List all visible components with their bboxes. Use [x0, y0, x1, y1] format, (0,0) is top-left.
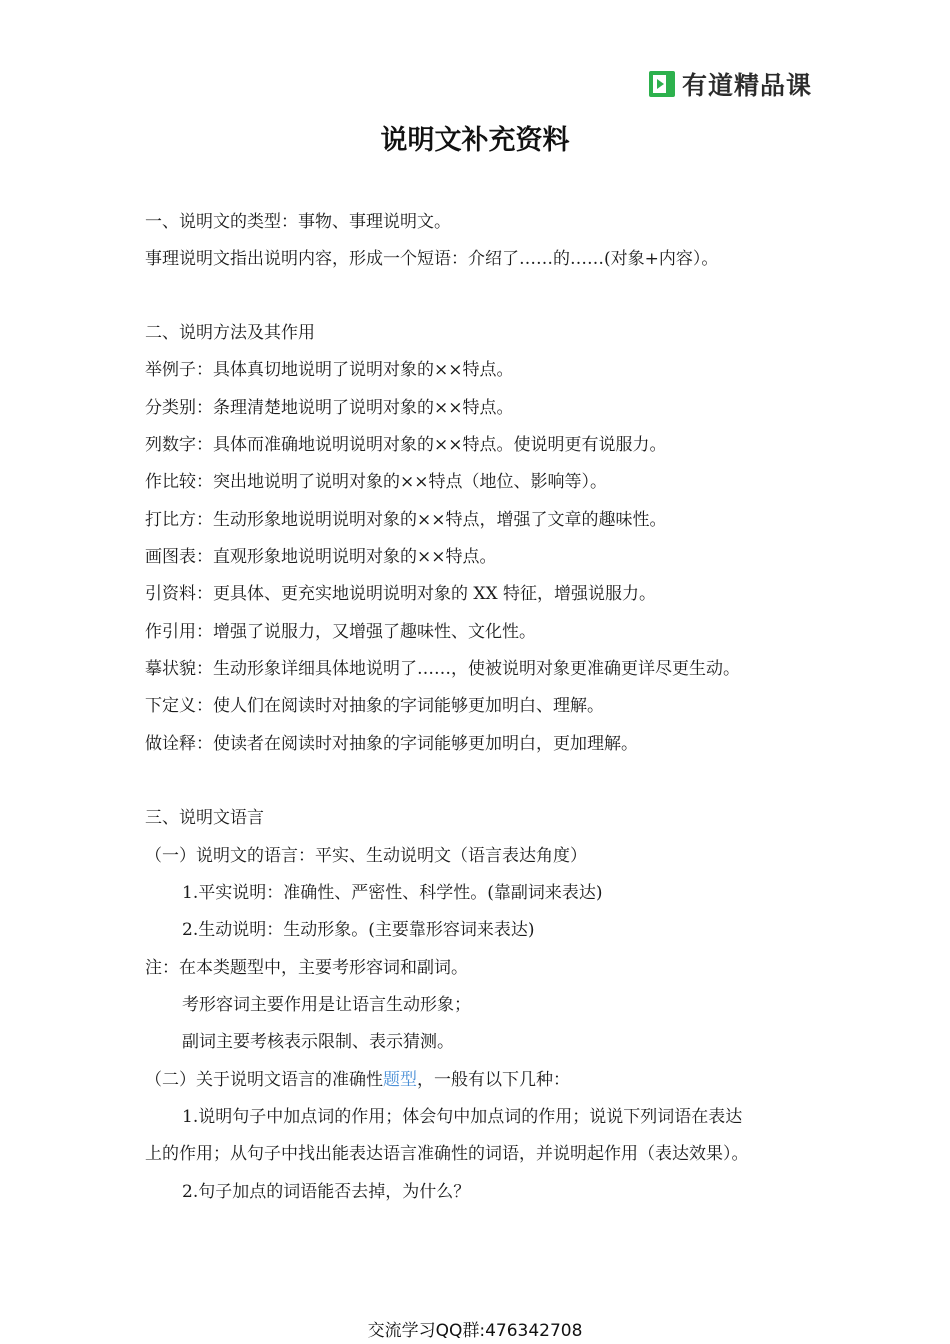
sub2-suffix: ，一般有以下几种：: [417, 1070, 570, 1090]
question-type-link[interactable]: 题型: [383, 1070, 417, 1090]
section3-note1: 考形容词主要作用是让语言生动形象；: [182, 995, 471, 1015]
section3-sub2: [145, 1068, 570, 1092]
method-item: 作比较：突出地说明了说明对象的××特点（地位、影响等）。: [145, 472, 607, 492]
method-item: 下定义：使人们在阅读时对抽象的字词能够更加明白、理解。: [145, 696, 604, 716]
brand-name: 有道精品课: [682, 71, 813, 100]
section3-q1-line1: 1.说明句子中加点词的作用；体会句中加点词的作用；说说下列词语在表达: [182, 1107, 743, 1127]
section3-sub1: （一）说明文的语言：平实、生动说明文（语言表达角度）: [145, 846, 587, 866]
method-item: 引资料：更具体、更充实地说明说明对象的 XX 特征，增强说服力。: [145, 584, 657, 604]
section3-q2: 2.句子加点的词语能否去掉，为什么？: [182, 1182, 471, 1202]
footer-qq-group: 交流学习QQ群:476342708: [367, 1321, 583, 1341]
section1-text: 事理说明文指出说明内容，形成一个短语：介绍了……的……(对象+内容）。: [145, 249, 719, 269]
page-title: 说明文补充资料: [380, 125, 570, 156]
youdao-play-icon: [648, 70, 676, 98]
method-item: 分类别：条理清楚地说明了说明对象的××特点。: [145, 398, 514, 418]
section1-heading: 一、说明文的类型：事物、事理说明文。: [145, 212, 451, 232]
method-item: 举例子：具体真切地说明了说明对象的××特点。: [145, 360, 514, 380]
section3-item1: 1.平实说明：准确性、严密性、科学性。(靠副词来表达): [182, 883, 603, 903]
section3-note2: 副词主要考核表示限制、表示猜测。: [182, 1032, 454, 1052]
section3-q1-line2: 上的作用；从句子中找出能表达语言准确性的词语，并说明起作用（表达效果）。: [145, 1144, 749, 1164]
method-item: 摹状貌：生动形象详细具体地说明了……，使被说明对象更准确更详尽更生动。: [145, 659, 740, 679]
section3-item2: 2.生动说明：生动形象。(主要靠形容词来表达): [182, 920, 535, 940]
method-item: 打比方：生动形象地说明说明对象的××特点，增强了文章的趣味性。: [145, 510, 667, 530]
sub2-prefix: （二）关于说明文语言的准确性: [145, 1070, 383, 1090]
method-item: 列数字：具体而准确地说明说明对象的××特点。使说明更有说服力。: [145, 435, 667, 455]
method-item: 画图表：直观形象地说明说明对象的××特点。: [145, 547, 497, 567]
section3-heading: 三、说明文语言: [145, 808, 264, 828]
section2-heading: 二、说明方法及其作用: [145, 323, 315, 343]
section3-note: 注：在本类题型中，主要考形容词和副词。: [145, 958, 468, 978]
method-item: 作引用：增强了说服力，又增强了趣味性、文化性。: [145, 622, 536, 642]
brand-logo: [648, 66, 812, 102]
method-item: 做诠释：使读者在阅读时对抽象的字词能够更加明白，更加理解。: [145, 734, 638, 754]
